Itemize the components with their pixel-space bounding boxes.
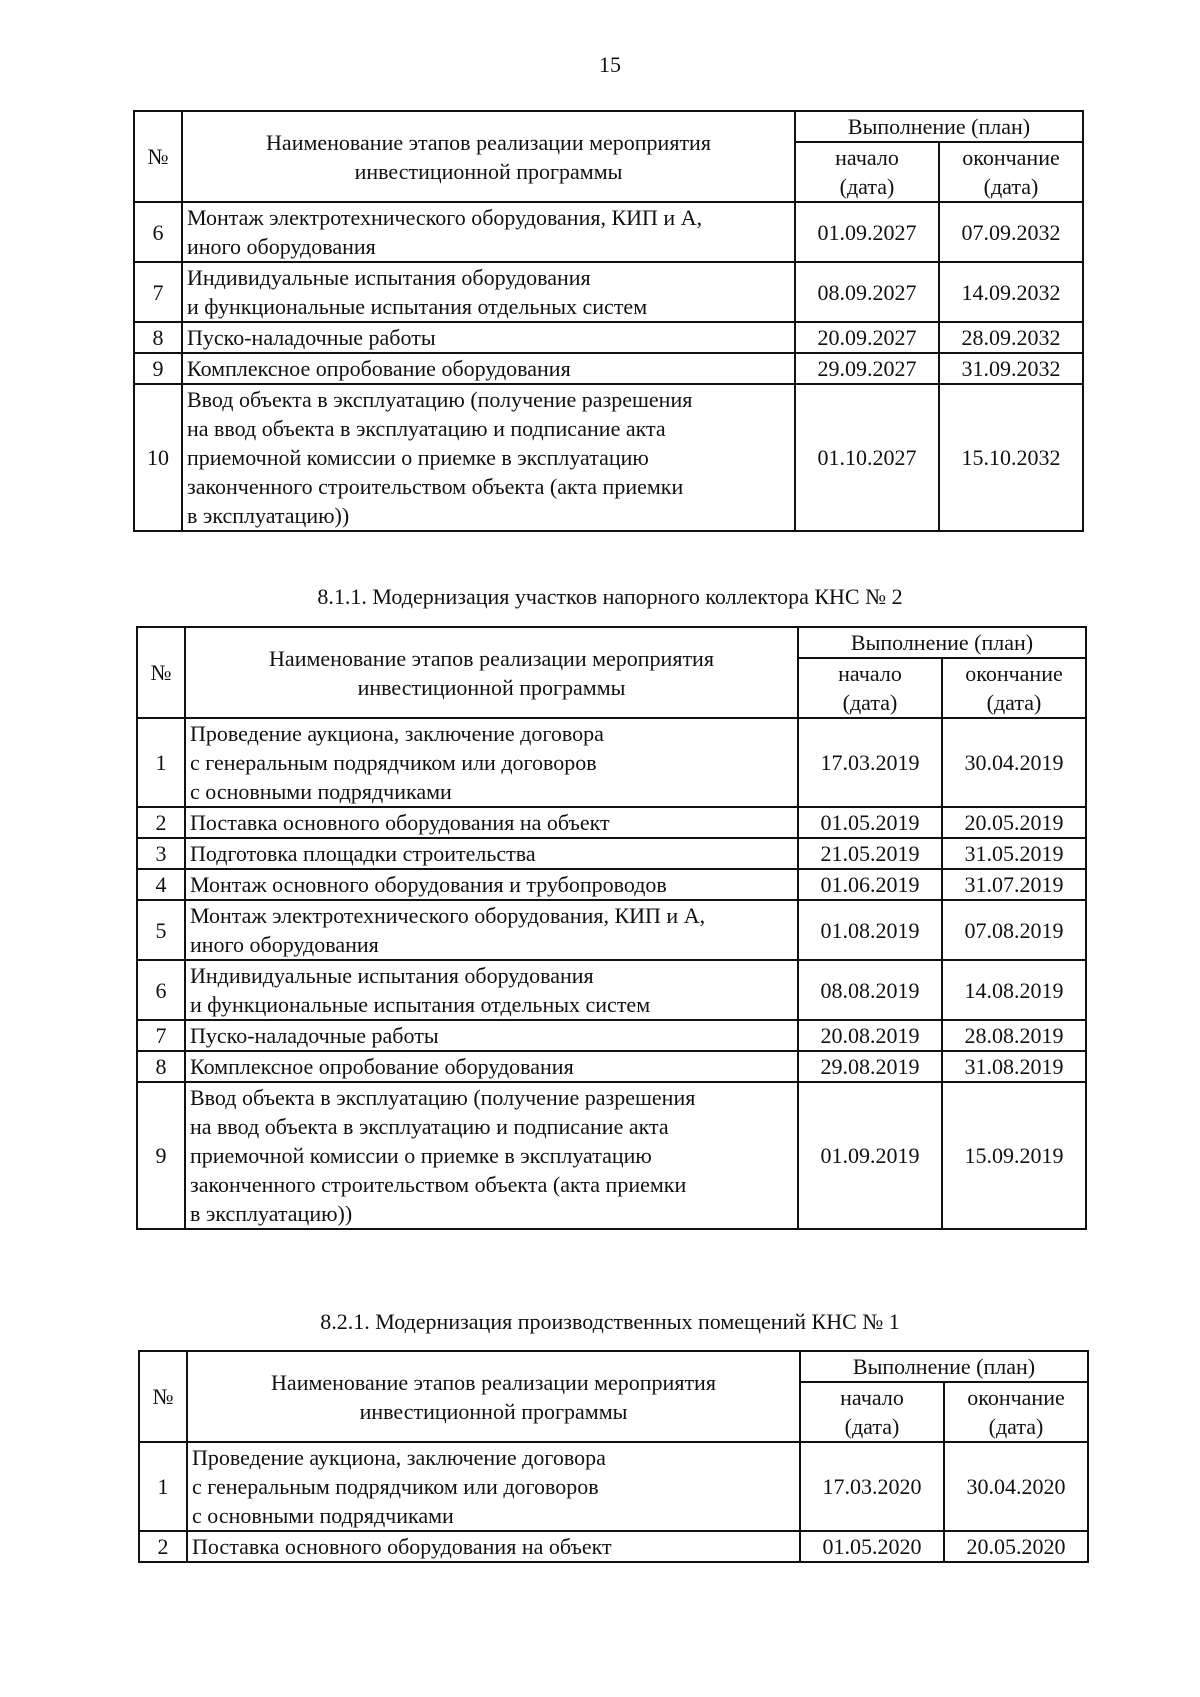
end-date: 14.09.2032: [939, 262, 1083, 322]
row-number: 9: [137, 1082, 185, 1229]
header-num: №: [134, 111, 182, 202]
header-name-line: инвестиционной программы: [357, 674, 626, 700]
stage-name-line: законченного строительством объекта (акта приемки: [187, 474, 684, 499]
row-number: 7: [134, 262, 182, 322]
header-end-line: (дата): [986, 690, 1042, 715]
stage-name-line: в эксплуатацию)): [187, 503, 350, 528]
start-date: 01.08.2019: [798, 900, 942, 960]
end-date: 30.04.2020: [944, 1442, 1088, 1531]
row-number: 1: [139, 1442, 187, 1531]
table-header: [137, 627, 1086, 718]
start-date: 17.03.2020: [800, 1442, 944, 1531]
stage-name-line: иного оборудования: [187, 234, 376, 259]
stage-name-line: Монтаж электротехнического оборудования, КИП и А,: [187, 205, 703, 230]
stage-name-line: Индивидуальные испытания оборудования: [190, 963, 594, 988]
header-execution: Выполнение (план): [800, 1351, 1088, 1382]
stage-name: [185, 960, 798, 1020]
table-row: [137, 838, 1086, 869]
row-number: 6: [137, 960, 185, 1020]
stage-name-line: Проведение аукциона, заключение договора: [190, 721, 604, 746]
row-number: 2: [137, 807, 185, 838]
row-number: 4: [137, 869, 185, 900]
row-number: 9: [134, 353, 182, 384]
table-row: [137, 1020, 1086, 1051]
table-header: [139, 1351, 1088, 1442]
table-row: [134, 262, 1083, 322]
stage-name: [185, 1020, 798, 1051]
header-start: [795, 142, 939, 202]
row-number: 1: [137, 718, 185, 807]
end-date: 31.09.2032: [939, 353, 1083, 384]
header-start-line: начало: [840, 1385, 904, 1410]
table-row: [139, 1531, 1088, 1562]
table-header: [134, 111, 1083, 202]
end-date: 07.09.2032: [939, 202, 1083, 262]
stage-name: [187, 1531, 800, 1562]
header-stage-name: [185, 627, 798, 718]
stage-name: [185, 900, 798, 960]
stage-name-line: законченного строительством объекта (акта приемки: [190, 1172, 687, 1197]
stage-name: [187, 1442, 800, 1531]
table-row: [137, 960, 1086, 1020]
stage-name-line: с основными подрядчиками: [190, 779, 452, 804]
start-date: 01.09.2019: [798, 1082, 942, 1229]
start-date: 20.09.2027: [795, 322, 939, 353]
stage-name-line: с генеральным подрядчиком или договоров: [192, 1474, 599, 1499]
stage-name-line: Комплексное опробование оборудования: [190, 1054, 574, 1079]
table-row: [137, 869, 1086, 900]
start-date: 08.09.2027: [795, 262, 939, 322]
table-row: [139, 1442, 1088, 1531]
end-date: 15.10.2032: [939, 384, 1083, 531]
schedule-table-collector: [136, 626, 1087, 1230]
table-row: [134, 384, 1083, 531]
header-num: №: [137, 627, 185, 718]
stage-name-line: Пуско-наладочные работы: [187, 325, 436, 350]
header-start-line: (дата): [844, 1414, 900, 1439]
end-date: 15.09.2019: [942, 1082, 1086, 1229]
header-start-line: начало: [835, 145, 899, 170]
header-execution: Выполнение (план): [798, 627, 1086, 658]
stage-name: [185, 1051, 798, 1082]
header-end-line: (дата): [983, 174, 1039, 199]
stage-name: [185, 1082, 798, 1229]
header-start: [800, 1382, 944, 1442]
page-number: 15: [599, 52, 621, 77]
table-row: [137, 1082, 1086, 1229]
header-stage-name: [182, 111, 795, 202]
stage-name: [182, 322, 795, 353]
stage-name-line: иного оборудования: [190, 932, 379, 957]
stage-name-line: на ввод объекта в эксплуатацию и подписание акта: [190, 1114, 669, 1139]
table-row: [137, 807, 1086, 838]
header-num: №: [139, 1351, 187, 1442]
header-end: [942, 658, 1086, 718]
row-number: 8: [134, 322, 182, 353]
stage-name-line: Индивидуальные испытания оборудования: [187, 265, 591, 290]
stage-name-line: Проведение аукциона, заключение договора: [192, 1445, 606, 1470]
stage-name-line: приемочной комиссии о приемке в эксплуатацию: [190, 1143, 652, 1168]
header-name-line: инвестиционной программы: [359, 1398, 628, 1424]
header-start: [798, 658, 942, 718]
stage-name-line: на ввод объекта в эксплуатацию и подписание акта: [187, 416, 666, 441]
section-title: 8.2.1. Модернизация производственных помещений КНС № 1: [320, 1309, 900, 1334]
header-end: [939, 142, 1083, 202]
row-number: 10: [134, 384, 182, 531]
end-date: 28.09.2032: [939, 322, 1083, 353]
stage-name-line: и функциональные испытания отдельных систем: [187, 294, 648, 319]
start-date: 01.05.2020: [800, 1531, 944, 1562]
stage-name-line: в эксплуатацию)): [190, 1201, 353, 1226]
end-date: 14.08.2019: [942, 960, 1086, 1020]
header-end-line: (дата): [988, 1414, 1044, 1439]
stage-name: [185, 807, 798, 838]
start-date: 01.09.2027: [795, 202, 939, 262]
stage-name: [185, 718, 798, 807]
end-date: 28.08.2019: [942, 1020, 1086, 1051]
end-date: 20.05.2020: [944, 1531, 1088, 1562]
header-name-line: Наименование этапов реализации мероприятия: [271, 1369, 716, 1395]
header-start-line: начало: [838, 661, 902, 686]
stage-name-line: Монтаж основного оборудования и трубопроводов: [190, 872, 667, 897]
header-name-line: инвестиционной программы: [354, 158, 623, 184]
stage-name: [185, 838, 798, 869]
table-row: [137, 718, 1086, 807]
start-date: 20.08.2019: [798, 1020, 942, 1051]
table-row: [134, 322, 1083, 353]
start-date: 29.09.2027: [795, 353, 939, 384]
schedule-table-premises: [138, 1350, 1089, 1563]
header-end-line: окончание: [962, 145, 1060, 170]
section-title: 8.1.1. Модернизация участков напорного коллектора КНС № 2: [317, 584, 903, 609]
start-date: 21.05.2019: [798, 838, 942, 869]
end-date: 31.08.2019: [942, 1051, 1086, 1082]
stage-name-line: Поставка основного оборудования на объект: [192, 1534, 612, 1559]
start-date: 17.03.2019: [798, 718, 942, 807]
stage-name-line: Пуско-наладочные работы: [190, 1023, 439, 1048]
table-row: [137, 900, 1086, 960]
stage-name: [182, 202, 795, 262]
header-name-line: Наименование этапов реализации мероприятия: [266, 129, 711, 155]
start-date: 01.06.2019: [798, 869, 942, 900]
header-execution: Выполнение (план): [795, 111, 1083, 142]
row-number: 3: [137, 838, 185, 869]
table-body: [137, 718, 1086, 1229]
end-date: 31.05.2019: [942, 838, 1086, 869]
end-date: 07.08.2019: [942, 900, 1086, 960]
stage-name: [185, 869, 798, 900]
end-date: 31.07.2019: [942, 869, 1086, 900]
header-end-line: окончание: [965, 661, 1063, 686]
stage-name: [182, 262, 795, 322]
stage-name-line: и функциональные испытания отдельных систем: [190, 992, 651, 1017]
stage-name-line: с генеральным подрядчиком или договоров: [190, 750, 597, 775]
end-date: 20.05.2019: [942, 807, 1086, 838]
start-date: 29.08.2019: [798, 1051, 942, 1082]
start-date: 01.10.2027: [795, 384, 939, 531]
table-row: [137, 1051, 1086, 1082]
stage-name-line: Поставка основного оборудования на объект: [190, 810, 610, 835]
schedule-table-continued: [133, 110, 1084, 532]
stage-name-line: Монтаж электротехнического оборудования, КИП и А,: [190, 903, 706, 928]
header-end-line: окончание: [967, 1385, 1065, 1410]
header-start-line: (дата): [839, 174, 895, 199]
table-row: [134, 202, 1083, 262]
stage-name-line: Ввод объекта в эксплуатацию (получение разрешения: [187, 387, 693, 412]
stage-name-line: Комплексное опробование оборудования: [187, 356, 571, 381]
table-body: [139, 1442, 1088, 1562]
stage-name-line: Подготовка площадки строительства: [190, 841, 536, 866]
row-number: 7: [137, 1020, 185, 1051]
header-name-line: Наименование этапов реализации мероприятия: [269, 645, 714, 671]
start-date: 01.05.2019: [798, 807, 942, 838]
header-start-line: (дата): [842, 690, 898, 715]
stage-name: [182, 353, 795, 384]
row-number: 5: [137, 900, 185, 960]
stage-name-line: с основными подрядчиками: [192, 1503, 454, 1528]
header-stage-name: [187, 1351, 800, 1442]
header-end: [944, 1382, 1088, 1442]
stage-name-line: Ввод объекта в эксплуатацию (получение разрешения: [190, 1085, 696, 1110]
row-number: 2: [139, 1531, 187, 1562]
table-row: [134, 353, 1083, 384]
end-date: 30.04.2019: [942, 718, 1086, 807]
stage-name: [182, 384, 795, 531]
start-date: 08.08.2019: [798, 960, 942, 1020]
table-body: [134, 202, 1083, 531]
row-number: 8: [137, 1051, 185, 1082]
stage-name-line: приемочной комиссии о приемке в эксплуатацию: [187, 445, 649, 470]
row-number: 6: [134, 202, 182, 262]
